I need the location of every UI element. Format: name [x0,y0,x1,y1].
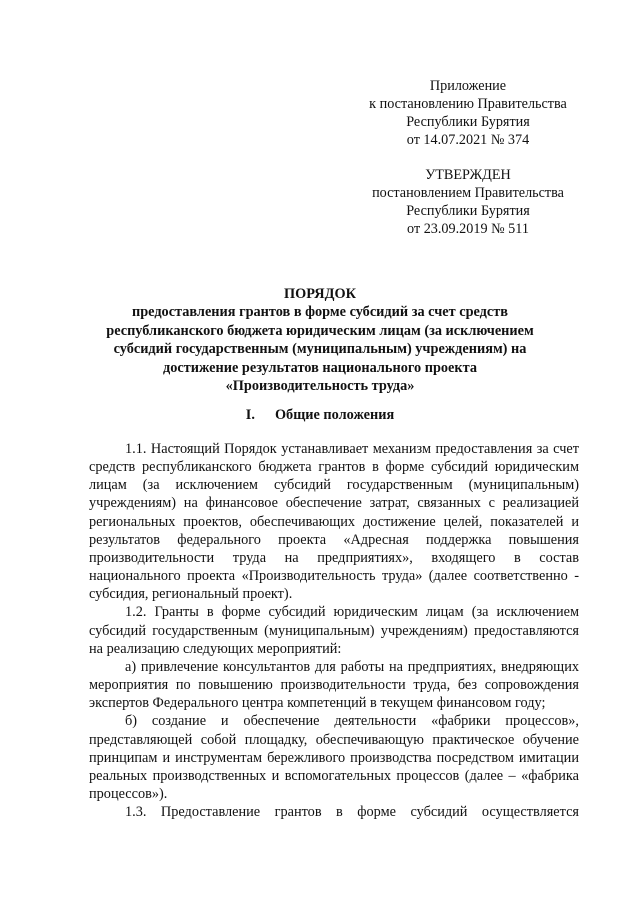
title-line: достижение результатов национального проекта [163,359,477,376]
document-title [60,285,580,395]
appendix-line: Республики Бурятия [406,114,530,130]
paragraph-item-b: б) создание и обеспечение деятельности «фабрики процессов», представляющей собой площадку, обеспечивающую практическое обучение принципам и инструментам бережливого производства посредством имитации реальных производственных и вспомогательных процессов (далее – «фабрика процессов»). [89,713,579,802]
paragraph-1-1: 1.1. Настоящий Порядок устанавливает механизм предоставления за счет средств республиканского бюджета грантов в форме субсидий юридическим лицам (за исключением субсидий государственным (муниципальным) учреждениям) на финансовое обеспечение затрат, связанных с реализацией региональных проектов, обеспечивающих достижение целей, показателей и результатов федерального проекта «Адресная поддержка повышения производительности труда на предприятиях», входящего в состав национального проекта «Производительность труда» (далее соответственно - субсидия, региональный проект). [89,441,579,603]
title-line: «Производительность труда» [225,378,415,395]
title-line: предоставления грантов в форме субсидий за счет средств [131,304,509,321]
approval-line: от 23.09.2019 № 511 [407,221,529,237]
approval-line: Республики Бурятия [406,203,530,219]
title-line: субсидий государственным (муниципальным) учреждениям) на [113,341,527,358]
title-line: республиканского бюджета юридическим лицам (за исключением [106,322,534,339]
appendix-line: Приложение [429,78,507,94]
title-heading: ПОРЯДОК [284,286,356,302]
body-text [89,440,579,821]
approval-line: УТВЕРЖДЕН [425,167,511,183]
appendix-line: к постановлению Правительства [369,96,567,112]
appendix-line: от 14.07.2021 № 374 [406,132,530,148]
appendix-block [348,77,588,149]
paragraph-item-a: а) привлечение консультантов для работы на предприятиях, внедряющих мероприятия по повышению производительности труда, без сопровождения экспертов Федерального центра компетенций в текущем финансовом году; [89,658,579,712]
paragraph-1-2: 1.2. Гранты в форме субсидий юридическим лицам (за исключением субсидий государственным (муниципальным) учреждениям) предоставляются на реализацию следующих мероприятий: [89,604,579,657]
section-number: I. [245,407,255,423]
approval-line: постановлением Правительства [372,185,564,201]
paragraph-1-3: 1.3. Предоставление грантов в форме субсидий осуществляется [125,804,579,821]
approval-block [348,166,588,238]
section-title: Общие положения [274,407,395,423]
section-heading [60,406,580,424]
